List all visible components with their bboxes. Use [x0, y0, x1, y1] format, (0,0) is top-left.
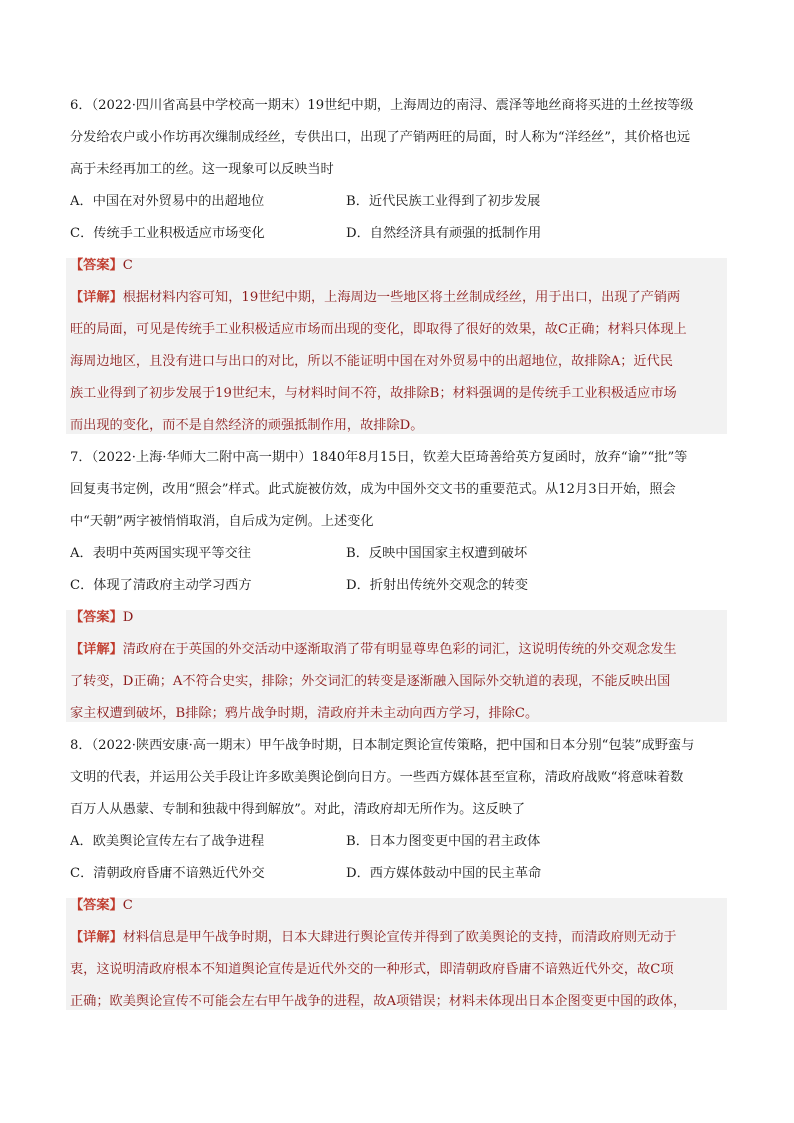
options-row — [70, 578, 725, 594]
detail-line: 家主权遭到破坏，B排除；鸦片战争时期，清政府并未主动向西方学习，排除C。 — [70, 706, 539, 721]
option-a: A．表明中英两国实现平等交往 — [70, 546, 251, 561]
detail-line — [70, 290, 725, 306]
answer-block — [66, 610, 727, 722]
answer-tag: 【答案】 — [70, 898, 123, 913]
detail-text: 材料信息是甲午战争时期，日本大肆进行舆论宣传并得到了欧美舆论的支持，而清政府则无动于 — [122, 930, 677, 945]
answer-line — [70, 898, 725, 914]
detail-line — [70, 642, 725, 658]
option-d: D．西方媒体鼓动中国的民主革命 — [346, 866, 542, 881]
answer-line — [70, 610, 725, 626]
answer-tag: 【答案】 — [70, 258, 123, 273]
detail-line — [70, 930, 725, 946]
answer-value: D — [122, 610, 134, 625]
options-row — [70, 226, 725, 242]
question-stem-line: 7．（2022·上海·华师大二附中高一期中）1840年8月15日，钦差大臣琦善给英方复函时，放弃“谕”“批”等 — [70, 450, 688, 465]
question-stem-line: 6．（2022·四川省高县中学校高一期末）19世纪中期，上海周边的南浔、震泽等地丝商将买进的土丝按等级 — [70, 98, 694, 113]
answer-tag: 【答案】 — [70, 610, 123, 625]
answer-line — [70, 258, 725, 274]
options-row — [70, 834, 725, 850]
option-c: C．传统手工业积极适应市场变化 — [70, 226, 265, 241]
option-b: B．近代民族工业得到了初步发展 — [346, 194, 541, 209]
option-a: A．欧美舆论宣传左右了战争进程 — [70, 834, 265, 849]
options-row — [70, 194, 725, 210]
detail-line: 了转变，D正确；A不符合史实，排除；外交词汇的转变是逐渐融入国际外交轨道的表现，不能反映出国 — [70, 674, 671, 689]
option-b: B．日本力图变更中国的君主政体 — [346, 834, 541, 849]
option-b: B．反映中国国家主权遭到破坏 — [346, 546, 528, 561]
document-page — [70, 98, 725, 1026]
question-stem-line: 8．（2022·陕西安康·高一期末）甲午战争时期，日本制定舆论宣传策略，把中国和日本分别“包装”成野蛮与 — [70, 738, 695, 753]
options-row — [70, 546, 725, 562]
detail-tag: 【详解】 — [70, 930, 123, 945]
detail-line: 海周边地区，且没有进口与出口的对比，所以不能证明中国在对外贸易中的出超地位，故排除A；近代民 — [70, 354, 673, 369]
option-c: C．体现了清政府主动学习西方 — [70, 578, 252, 593]
detail-line: 族工业得到了初步发展于19世纪末，与材料时间不符，故排除B；材料强调的是传统手工业积极适应市场 — [70, 386, 677, 401]
option-a: A．中国在对外贸易中的出超地位 — [70, 194, 265, 209]
detail-text: 清政府在于英国的外交活动中逐渐取消了带有明显尊卑色彩的词汇，这说明传统的外交观念发生 — [122, 642, 677, 657]
question-8 — [70, 738, 725, 1010]
option-d: D．自然经济具有顽强的抵制作用 — [346, 226, 542, 241]
options-row — [70, 866, 725, 882]
answer-block — [66, 898, 727, 1010]
answer-value: C — [122, 898, 133, 913]
option-d: D．折射出传统外交观念的转变 — [346, 578, 529, 593]
detail-line: 衷，这说明清政府根本不知道舆论宣传是近代外交的一种形式，即清朝政府昏庸不谙熟近代外交，故C项 — [70, 962, 674, 977]
detail-tag: 【详解】 — [70, 642, 123, 657]
option-c: C．清朝政府昏庸不谙熟近代外交 — [70, 866, 265, 881]
question-stem-line: 回复夷书定例，改用“照会”样式。此式旋被仿效，成为中国外交文书的重要范式。从12月3日开始，照会 — [70, 482, 676, 497]
detail-line: 而出现的变化，而不是自然经济的顽强抵制作用，故排除D。 — [70, 418, 424, 433]
answer-value: C — [122, 258, 133, 273]
question-7 — [70, 450, 725, 722]
answer-block — [66, 258, 727, 434]
question-6 — [70, 98, 725, 434]
question-stem-line: 文明的代表，并运用公关手段让许多欧美舆论倒向日方。一些西方媒体甚至宣称，清政府战败“将意味着数 — [70, 770, 684, 785]
detail-line: 旺的局面，可见是传统手工业积极适应市场而出现的变化，即取得了很好的效果，故C正确；材料只体现上 — [70, 322, 687, 337]
question-stem-line: 百万人从愚蒙、专制和独裁中得到解放”。对此，清政府却无所作为。这反映了 — [70, 802, 526, 817]
detail-tag: 【详解】 — [70, 290, 123, 305]
question-stem-line: 分发给农户或小作坊再次缫制成经丝，专供出口，出现了产销两旺的局面，时人称为“洋经丝”，其价格也远 — [70, 130, 691, 145]
question-stem-line: 高于未经再加工的丝。这一现象可以反映当时 — [70, 162, 334, 177]
question-stem-line: 中“天朝”两字被悄悄取消，自后成为定例。上述变化 — [70, 514, 374, 529]
detail-text: 根据材料内容可知，19世纪中期，上海周边一些地区将土丝制成经丝，用于出口，出现了产销两 — [122, 290, 681, 305]
detail-line: 正确；欧美舆论宣传不可能会左右甲午战争的进程，故A项错误；材料未体现出日本企图变更中国的政体， — [70, 994, 687, 1009]
